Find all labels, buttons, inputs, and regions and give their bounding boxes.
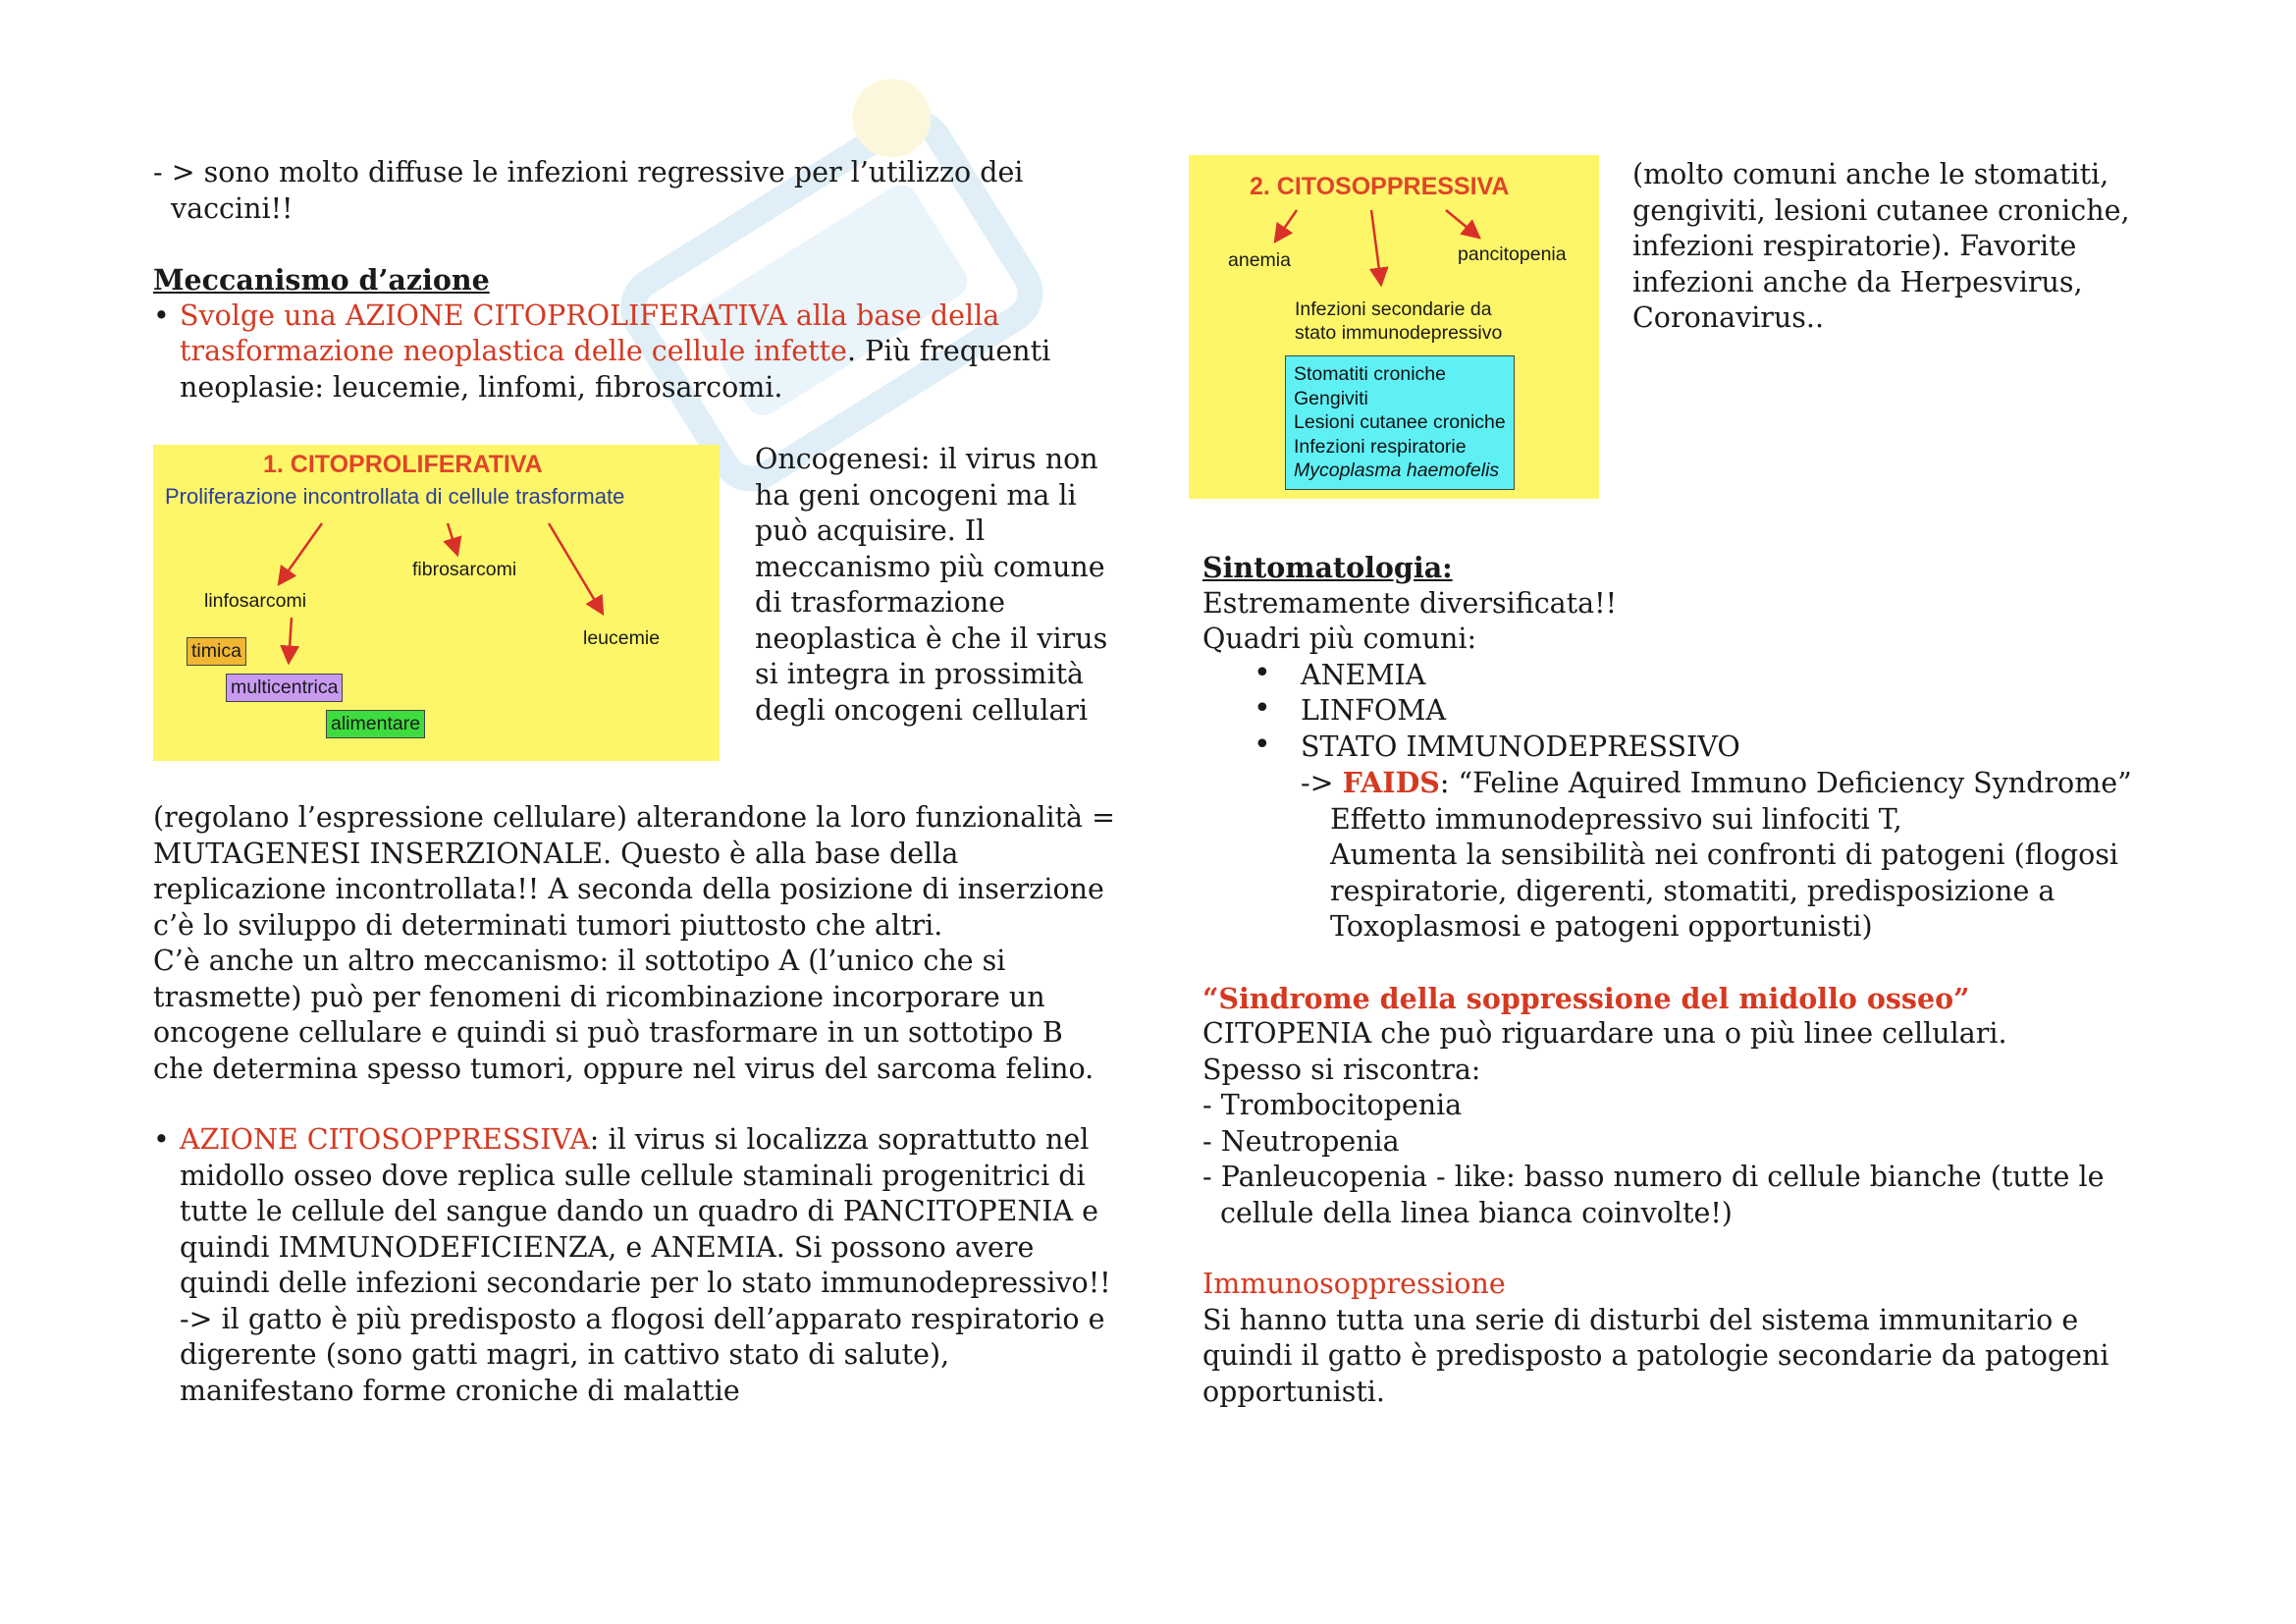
faids-label: FAIDS [1342,766,1440,799]
label-fibrosarcomi: fibrosarcomi [412,559,517,580]
left-column [153,155,1115,406]
symptoms-heading: Sintomatologia: [1202,551,1453,584]
faids-line: -> FAIDS: “Feline Aquired Immuno Deficiency Syndrome” [1301,766,2132,799]
dash-item: - Neutropenia [1202,1124,1400,1158]
arrow-to-anemia [1275,210,1297,242]
arrow-to-pancitopenia [1446,210,1479,238]
figure-citosoppressiva [1189,155,1599,499]
bullet-dot: • [1254,655,1271,690]
list-item: • STATO IMMUNODEPRESSIVO [1254,727,1740,763]
figure2-title: 2. CITOSOPPRESSIVA [1250,173,1510,200]
bullet-dot: • [153,1123,170,1156]
intro-line-1: - > sono molto diffuse le infezioni regressive per l’utilizzo dei [153,156,1024,189]
arrow-to-linfosarcomi [279,523,322,584]
syndrome-title: “Sindrome della soppressione del midollo osseo” [1202,981,1970,1015]
box-multicentrica: multicentrica [226,674,343,702]
label-pancitopenia: pancitopenia [1458,244,1567,265]
box-item: Gengiviti [1294,387,1368,409]
secondary-infections-box [1285,355,1515,490]
citosoppressiva-rest: : il virus si localizza soprattutto nel midollo osseo dove replica sulle cellule staminali progenitrici di tutte le cellule del sangue dando un quadro di PANCITOPENIA e quindi IMMUNODEFICIENZA, e ANEMIA. Si possono avere quindi delle infezioni secondarie per lo stato immunodepressivo!! -> il gatto è più predisposto a flogosi dell’apparato respiratorio e digerente (sono gatti magri, in cattivo stato di salute), manifestano forme croniche di malattie [180,1123,1111,1407]
box-alimentare: alimentare [326,710,425,738]
list-item: • LINFOMA [1254,691,1447,727]
box-item: Mycoplasma haemofelis [1294,460,1500,481]
dash-item: - Trombocitopenia [1202,1089,1463,1121]
citopenia-line: CITOPENIA che può riguardare una o più linee cellulari. [1202,1017,2007,1050]
figure1-title: 1. CITOPROLIFERATIVA [263,451,543,478]
oncogenesi-side-text: Oncogenesi: il virus non ha geni oncogeni ma li può acquisire. Il meccanismo più comune di trasformazione neoplastica è che il virus si integra in prossimità degli oncogeni cellulari [755,443,1108,727]
mechanism-heading: Meccanismo d’azione [153,263,490,297]
mutagenesi-paragraph: (regolano l’espressione cellulare) alterandone la loro funzionalità = MUTAGENESI INSERZIONALE. Questo è alla base della replicazione incontrollata!! A seconda della posizione di inserzione c’è lo sviluppo di determinati tumori piuttosto che altri. [153,801,1115,942]
label-infezioni-2: stato immunodepressivo [1295,322,1503,344]
bullet-citosoppressiva [153,1122,1115,1409]
figure1-subtitle: Proliferazione incontrollata di cellule trasformate [165,484,625,509]
box-item: Stomatiti croniche [1294,363,1446,385]
bullet-dot: • [153,298,170,332]
label-infezioni-1: Infezioni secondarie da [1295,298,1492,320]
label-leucemie: leucemie [583,627,661,649]
spesso-line: Spesso si riscontra: [1202,1053,1481,1086]
citoproliferativa-highlight: Svolge una AZIONE CITOPROLIFERATIVA alla base della trasformazione neoplastica delle cellule infette [180,298,1000,367]
immunosoppressione-text: Si hanno tutta una serie di disturbi del sistema immunitario e quindi il gatto è predisposto a patologie secondarie da patogeni opportunisti. [1202,1303,2109,1408]
citosoppressiva-highlight: AZIONE CITOSOPPRESSIVA [180,1123,590,1156]
bullet-dot: • [1254,691,1271,726]
list-item: • ANEMIA [1254,655,1426,691]
immunosoppressione-title: Immunosoppressione [1202,1268,1506,1300]
faids-effect-line: Effetto immunodepressivo sui linfociti T, [1330,802,1902,836]
dash-item: - Panleucopenia - like: basso numero di cellule bianche (tutte le cellule della linea bianca coinvolte!) [1202,1161,2105,1229]
bullet-citoproliferativa [153,298,1115,406]
arrow-to-timica [289,618,292,663]
right-column [1202,550,2145,1410]
faids-sensitivity-line: Aumenta la sensibilità nei confronti di patogeni (flogosi respiratorie, digerenti, stomatiti, predisposizione a Toxoplasmosi e patogeni opportunisti) [1330,839,2119,943]
box-item: Lesioni cutanee croniche [1294,411,1506,433]
figure-citoproliferativa [153,445,720,761]
left-column-continued [153,800,1115,1409]
arrow-to-fibrosarcomi [448,523,457,555]
label-linfosarcomi: linfosarcomi [204,590,307,612]
box-timica: timica [187,637,246,666]
box-item: Infezioni respiratorie [1294,435,1467,458]
bullet-dot: • [1254,727,1271,762]
other-mechanism-paragraph: C’è anche un altro meccanismo: il sottotipo A (l’unico che si trasmette) può per fenomeni di ricombinazione incorporare un oncogene cellulare e quindi si può trasformare in un sottotipo B che determina spesso tumori, oppure nel virus del sarcoma felino. [153,945,1095,1085]
stomatiti-side-text: (molto comuni anche le stomatiti, gengiviti, lesioni cutanee croniche, infezioni respiratorie). Favorite infezioni anche da Herpesvirus, Coronavirus.. [1632,158,2130,334]
label-anemia: anemia [1228,249,1291,271]
citoproliferativa-rest: . Più frequenti neoplasie: leucemie, linfomi, fibrosarcomi. [180,335,1051,404]
common-line: Quadri più comuni: [1202,623,1477,655]
intro-line-2: vaccini!! [171,191,294,225]
arrow-to-leucemie [549,523,603,614]
diversified-line: Estremamente diversificata!! [1202,586,1618,620]
common-conditions-list [1202,655,2145,766]
arrow-to-infezioni [1371,210,1381,285]
